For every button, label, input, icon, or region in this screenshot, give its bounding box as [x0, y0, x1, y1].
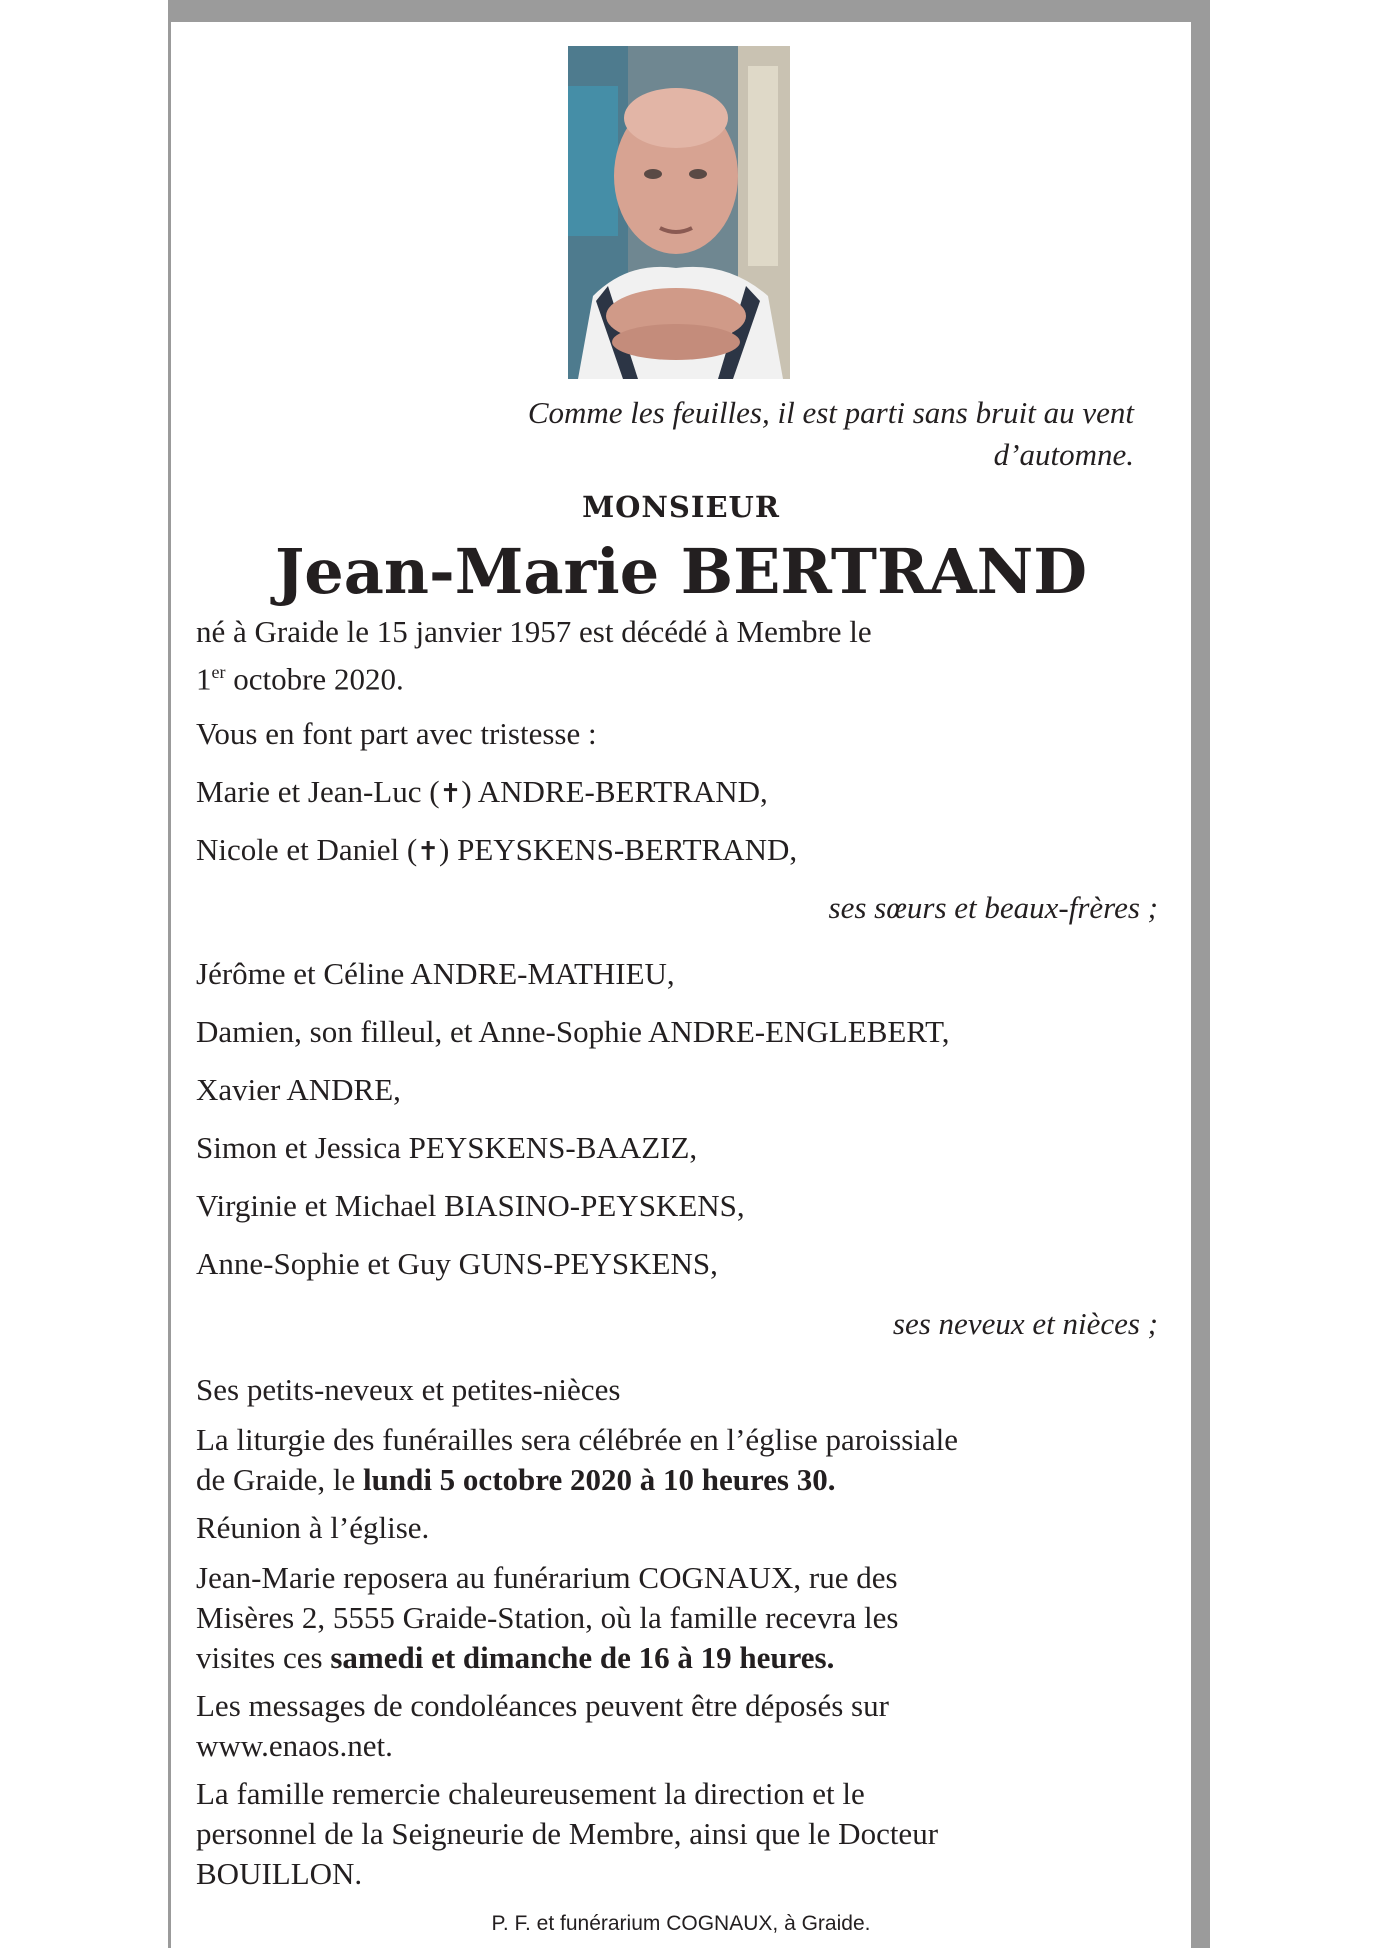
epigraph-line-2: d’automne.: [993, 437, 1134, 472]
sibling-text: ) PEYSKENS-BERTRAND,: [439, 832, 798, 867]
sibling-line: [196, 772, 1156, 814]
nephew-line: Xavier ANDRE,: [196, 1072, 401, 1107]
birth-line-1: né à Graide le 15 janvier 1957 est décédé à Membre le: [196, 614, 872, 649]
thanks-line-2: personnel de la Seigneurie de Membre, ainsi que le Docteur: [196, 1816, 939, 1851]
cross-icon: ✝: [417, 837, 440, 867]
birth-line-2-rest: octobre 2020.: [225, 661, 404, 697]
footer-credit: P. F. et funérarium COGNAUX, à Graide.: [491, 1912, 871, 1935]
epigraph: [334, 392, 1134, 476]
sibling-text: Marie et Jean-Luc (: [196, 774, 440, 809]
nephews-role: ses neveux et nièces ;: [892, 1306, 1158, 1341]
intro-text: Vous en font part avec tristesse :: [196, 716, 597, 751]
grand-nephews: Ses petits-neveux et petites-nièces: [196, 1372, 621, 1407]
nephew-line: Damien, son filleul, et Anne-Sophie ANDRE-ENGLEBERT,: [196, 1014, 950, 1049]
funerarium-line-3: [196, 1638, 1156, 1678]
birth-line-2: [196, 652, 1156, 699]
meeting-text: Réunion à l’église.: [196, 1510, 430, 1545]
funerarium-text: visites ces: [196, 1640, 331, 1675]
condolences-line-1: Les messages de condoléances peuvent être déposés sur: [196, 1688, 889, 1723]
cross-icon: ✝: [439, 779, 462, 809]
thanks-line-3: BOUILLON.: [196, 1856, 363, 1891]
liturgy-text: de Graide, le: [196, 1462, 363, 1497]
nephew-line: Jérôme et Céline ANDRE-MATHIEU,: [196, 956, 675, 991]
birth-day: 1: [196, 661, 212, 697]
title: MONSIEUR: [582, 490, 780, 524]
funerarium-line-1: Jean-Marie reposera au funérarium COGNAUX, rue des: [196, 1560, 898, 1595]
condolences-url[interactable]: www.enaos.net.: [196, 1728, 393, 1763]
obituary-card: [171, 22, 1191, 1948]
deceased-name: Jean-Marie BERTRAND: [274, 535, 1088, 608]
visiting-hours: samedi et dimanche de 16 à 19 heures.: [330, 1640, 835, 1675]
epigraph-line-1: Comme les feuilles, il est parti sans bruit au vent: [527, 395, 1134, 430]
nephew-line: Anne-Sophie et Guy GUNS-PEYSKENS,: [196, 1246, 718, 1281]
portrait-photo: [568, 46, 790, 379]
nephew-line: Simon et Jessica PEYSKENS-BAAZIZ,: [196, 1130, 698, 1165]
sibling-text: ) ANDRE-BERTRAND,: [461, 774, 768, 809]
siblings-role: ses sœurs et beaux-frères ;: [828, 890, 1158, 925]
liturgy-line-1: La liturgie des funérailles sera célébrée en l’église paroissiale: [196, 1422, 959, 1457]
sibling-line: [196, 830, 1156, 872]
birth-day-sup: er: [211, 662, 226, 682]
sibling-text: Nicole et Daniel (: [196, 832, 418, 867]
liturgy-datetime: lundi 5 octobre 2020 à 10 heures 30.: [362, 1462, 836, 1497]
thanks-line-1: La famille remercie chaleureusement la direction et le: [196, 1776, 865, 1811]
nephew-line: Virginie et Michael BIASINO-PEYSKENS,: [196, 1188, 745, 1223]
funerarium-line-2: Misères 2, 5555 Graide-Station, où la famille recevra les: [196, 1600, 899, 1635]
liturgy-line-2: [196, 1460, 1156, 1500]
